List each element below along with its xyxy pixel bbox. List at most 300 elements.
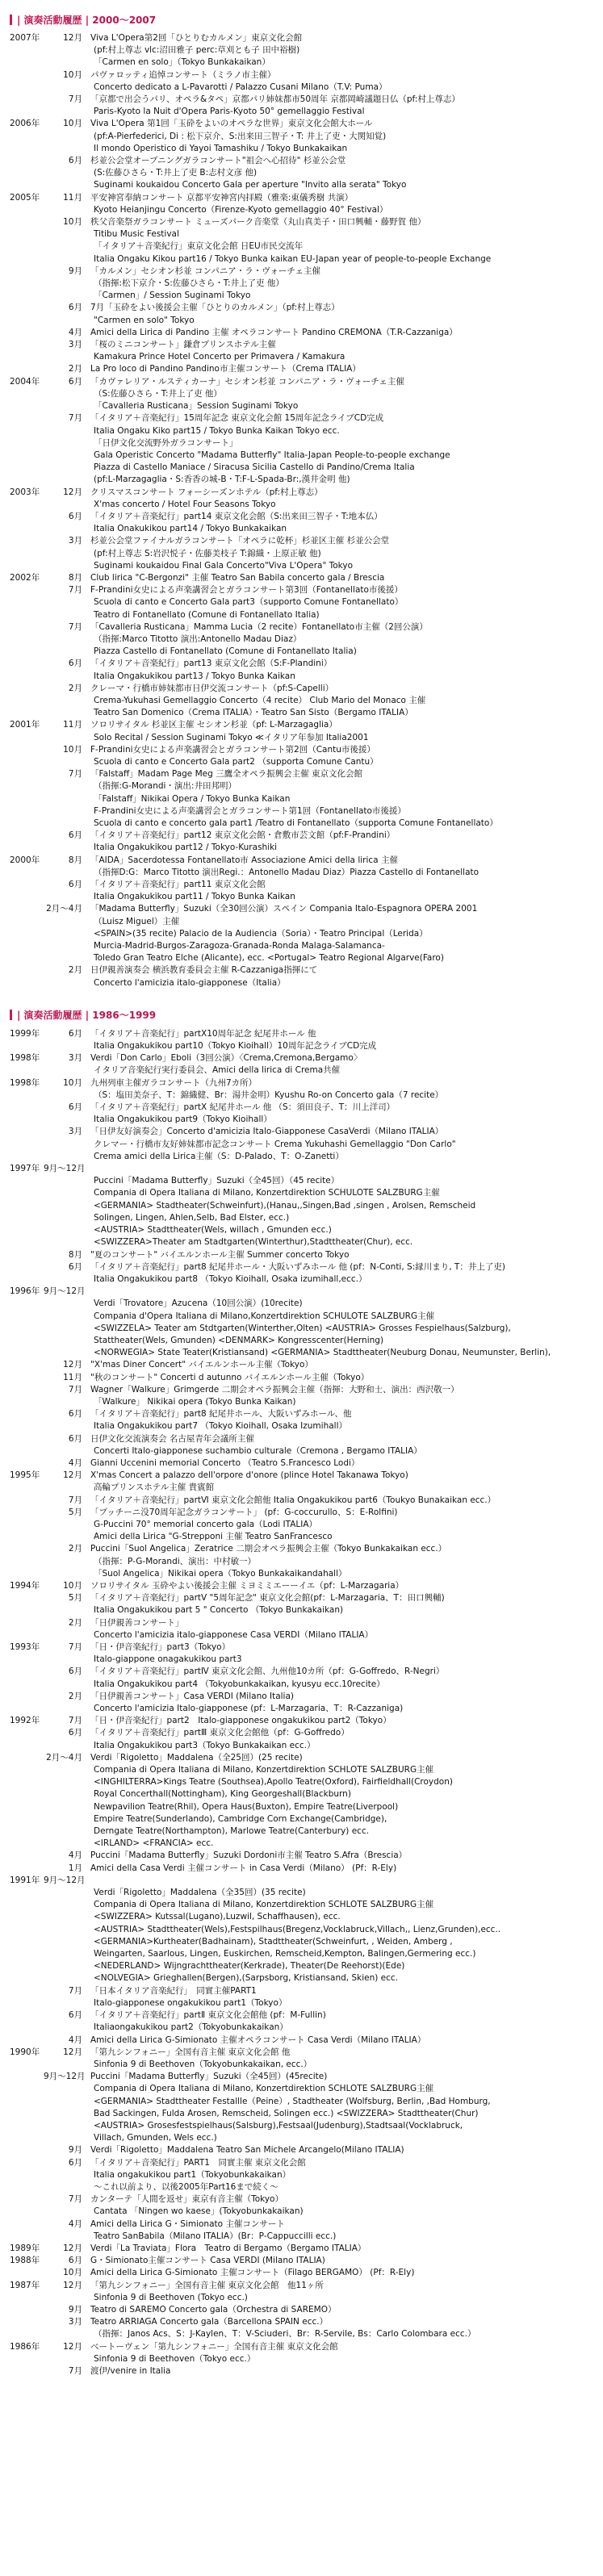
entry-text: 日伊文化交流演奏会 名古屋青年会議所主催 xyxy=(90,1433,254,1444)
entry-text: 「Walkure」 Nikikai opera (Tokyo Bunka Kaikan) xyxy=(94,1396,296,1407)
entry-year xyxy=(10,1801,44,1813)
entry-text: Concerto l'amicizia Italo-giapponese (pf：L-Marzagaria、T：R-Cazzaniga) xyxy=(94,1704,404,1714)
entry-month xyxy=(44,548,90,560)
entry-month: 10月 xyxy=(63,119,82,129)
entry-month: 2月 xyxy=(68,1544,82,1554)
entry-text: 「イタリア＋音楽紀行」part12 東京文化会館・倉敷市芸文館（pf:F-Prandini） xyxy=(90,830,396,841)
entry-month xyxy=(44,2206,90,2218)
entry-year xyxy=(10,1089,44,1102)
entry-year xyxy=(10,1273,44,1286)
entry-month xyxy=(44,523,90,535)
list-item xyxy=(10,192,595,204)
entry-year xyxy=(10,805,44,818)
entry-month: 2月 xyxy=(68,1691,82,1701)
entry-year: 2001年 xyxy=(10,720,40,730)
entry-text: Piazza di Castello Maniace / Siracusa Sicilia Castello di Pandino/Crema Italia xyxy=(94,462,415,473)
entry-text: 「イタリア＋音楽紀行」partⅥ 東京文化会館他 Italia Ongakukikou part6（Toukyo Bunakaikan ecc.） xyxy=(90,1495,496,1505)
entry-month: 6月 xyxy=(68,1261,82,1272)
list-item xyxy=(10,1617,595,1629)
entry-year: 1996年 xyxy=(10,1286,40,1297)
entry-year xyxy=(10,952,44,964)
list-item xyxy=(10,1102,595,1114)
entry-month xyxy=(44,1629,90,1641)
entry-text: Stattheater(Wels, Gmunden) <DENMARK> Kongresscenter(Herning) xyxy=(94,1335,384,1345)
entry-year xyxy=(10,1568,44,1580)
entry-year xyxy=(10,278,44,290)
entry-month xyxy=(44,928,90,940)
entry-text: Empire Teatre(Sunderlando), Cambridge Corn Exchange(Cambridge), xyxy=(94,1813,387,1824)
entry-month xyxy=(44,1801,90,1813)
entry-month: 2月 xyxy=(68,965,82,976)
entry-month xyxy=(44,1064,90,1077)
list-item xyxy=(10,2341,595,2353)
entry-year xyxy=(10,290,44,302)
entry-text: Toledo Gran Teatro Elche (Alicante), ecc. <Portugal> Teatro Regional Algarve(Faro) xyxy=(94,953,444,964)
entry-year xyxy=(10,1887,44,1899)
entry-year xyxy=(10,2206,44,2218)
entry-year xyxy=(10,339,44,351)
list-item xyxy=(10,228,595,240)
entry-year: 2004年 xyxy=(10,376,40,387)
entry-year xyxy=(10,1347,44,1359)
list-item xyxy=(10,1359,595,1371)
list-item xyxy=(10,756,595,768)
entry-year xyxy=(10,2231,44,2243)
entry-year xyxy=(10,1592,44,1604)
entry-text: Sinfonia 9 di Beethoven (Tokyo ecc.) xyxy=(94,2292,248,2302)
entry-year xyxy=(10,2059,44,2071)
entry-year xyxy=(10,1764,44,1776)
list-item xyxy=(10,1457,595,1470)
list-item xyxy=(10,596,595,608)
entry-text: F-Prandini女史による声楽講習会とガラコンサート第2回（Cantu市後援） xyxy=(90,744,375,755)
entry-text: （指揮D:G：Marco Titotto 演出Regi.：Antonello Madau Diaz）Piazza Castello di Fontanellato xyxy=(94,867,479,877)
entry-month: 7月 xyxy=(68,1985,82,1996)
entry-year xyxy=(10,1482,44,1494)
entry-text: X'mas concerto / Hotel Four Seasons Tokyo xyxy=(94,499,276,509)
list-item xyxy=(10,818,595,830)
entry-month xyxy=(44,1139,90,1151)
entry-month: 8月 xyxy=(68,572,82,583)
list-item xyxy=(10,1408,595,1420)
entry-month: 7月 xyxy=(68,94,82,105)
entry-month xyxy=(44,1740,90,1752)
entry-text: (pf:村上尊志 S:岩沢悦子・佐藤美枝子 T:錦織・上原正敏 他) xyxy=(94,548,321,558)
entry-text: 「第九シンフォニー」全国有音主催 東京文化会館 他 xyxy=(90,2047,291,2057)
list-item xyxy=(10,2108,595,2120)
entry-text: 7月「玉砕をよい後援会主催「ひとりのカルメン」（pf:村上尊志） xyxy=(90,303,340,313)
list-item xyxy=(10,2328,595,2340)
entry-year xyxy=(10,780,44,792)
entry-year xyxy=(10,327,44,339)
entry-year xyxy=(10,204,44,216)
list-item xyxy=(10,2231,595,2243)
list-item xyxy=(10,879,595,891)
entry-text: 「日伊文化交流野外ガラコンサート」 xyxy=(94,437,238,448)
entry-month xyxy=(44,1887,90,1899)
entry-month xyxy=(44,1114,90,1126)
entry-text: "X'mas Diner Concert" バイエルンホール主催（Tokyo） xyxy=(90,1360,313,1370)
entry-year: 1998年 xyxy=(10,1053,40,1064)
list-item xyxy=(10,793,595,805)
entry-year xyxy=(10,903,44,915)
entry-text: 秩父音楽祭ガラコンサート ミューズパーク音楽堂（丸山真美子・田口興輔・藤野賀 他） xyxy=(90,217,426,228)
list-item xyxy=(10,523,595,535)
list-item xyxy=(10,977,595,989)
entry-year xyxy=(10,2083,44,2095)
entry-month xyxy=(44,1568,90,1580)
entry-text: Kamakura Prince Hotel Concerto per Primavera / Kamakura xyxy=(94,352,345,362)
entry-text: 「イタリア＋音楽紀行」part13 東京文化会館（S:F-Plandini） xyxy=(90,659,333,669)
entry-text: Italia Ongakukikou part13 / Tokyo Bunka Kaikan xyxy=(94,671,295,681)
entry-month xyxy=(44,1273,90,1286)
list-item xyxy=(10,450,595,462)
list-item xyxy=(10,511,595,523)
entry-month xyxy=(44,646,90,658)
entry-year xyxy=(10,560,44,572)
entry-text: Verdi「Rigoletto」Maddalena Teatro San Michele Arcangelo(Milano ITALIA) xyxy=(90,2145,404,2156)
entry-year xyxy=(10,1936,44,1948)
list-item xyxy=(10,1126,595,1138)
entry-month xyxy=(44,499,90,511)
entry-year xyxy=(10,1335,44,1347)
entry-month: 4月 xyxy=(68,1457,82,1468)
entry-text: Italo-giapponese ongakukikou part1（Tokyo） xyxy=(94,1997,287,2008)
entry-year xyxy=(10,1359,44,1371)
entry-text: （S：塩田美奈子、T：錦織健、Br：湯井金明）Kyushu Ro-on Concerto gala（7 recite） xyxy=(94,1089,444,1100)
entry-text xyxy=(90,1875,595,1887)
list-item xyxy=(10,437,595,450)
entry-text: パヴァロッティ追悼コンサート（ミラノ市主催） xyxy=(90,69,276,80)
entry-month: 9月〜12月 xyxy=(44,2072,86,2082)
entry-text: <SWIZZERA> Kutssal(Lugano),Luzwil, Schaffhausen), ecc. xyxy=(94,1912,341,1922)
entry-month xyxy=(44,143,90,155)
entry-year xyxy=(10,44,44,56)
entry-text: 「イタリア＋音楽紀行」part8 紀尾井ホール・大阪いずみホール 他 (pf：N-Conti, S:縁川まり, T：井上了吏) xyxy=(90,1261,505,1272)
entry-month xyxy=(44,240,90,253)
entry-year xyxy=(10,1372,44,1384)
entry-text: ベートーヴェン「第九シンフォニー」全国有音主催 東京文化会館 xyxy=(90,2341,338,2352)
entry-year xyxy=(10,1040,44,1052)
entry-year xyxy=(10,2009,44,2022)
entry-text xyxy=(90,1286,595,1298)
entry-year: 2000年 xyxy=(10,855,40,865)
entry-text: Viva L'Opera第2回「ひとりむカルメン」東京文化会館 xyxy=(90,33,303,43)
entry-year xyxy=(10,658,44,670)
entry-year xyxy=(10,2022,44,2034)
entry-text: Suginami koukaidou Concerto Gala per aperture "Invito alla serata" Tokyo xyxy=(94,180,407,190)
entry-year xyxy=(10,879,44,891)
entry-month: 9月 xyxy=(68,2145,82,2156)
entry-month xyxy=(44,1420,90,1432)
entry-year xyxy=(10,830,44,842)
entry-year xyxy=(10,143,44,155)
entry-month xyxy=(44,1396,90,1408)
list-item xyxy=(10,940,595,952)
entry-month xyxy=(44,952,90,964)
entry-year xyxy=(10,1543,44,1555)
entry-year xyxy=(10,474,44,486)
list-item xyxy=(10,1200,595,1212)
list-item xyxy=(10,1592,595,1604)
entry-text: Amici della Lirica "G-Strepponi 主催 Teatro SanFrancesco xyxy=(94,1532,333,1542)
entry-year xyxy=(10,1507,44,1519)
entry-text: 「イタリア＋音楽紀行」part8 紀尾井ホール、大阪いずみホール、他 xyxy=(90,1409,352,1420)
entry-year xyxy=(10,2292,44,2304)
entry-year xyxy=(10,266,44,278)
entry-year xyxy=(10,1175,44,1187)
entry-text: Amici della Casa Verdi 主催コンサート in Casa Verdi（Milano） (Pf：R-Ely) xyxy=(90,1863,397,1873)
entry-month: 10月 xyxy=(63,69,82,80)
entry-text: 「イタリア＋音楽紀行」partⅡ 東京文化会館他 (pf：M-Fullin) xyxy=(90,2010,326,2021)
entry-month xyxy=(44,179,90,191)
list-item xyxy=(10,1040,595,1052)
entry-year xyxy=(10,928,44,940)
entry-text: <IRLAND> <FRANCIA> ecc. xyxy=(94,1838,214,1849)
list-item xyxy=(10,1347,595,1359)
entry-text: Scuola di canto e Concerto Gala part3（supporto Comune Fontanellato） xyxy=(94,597,404,608)
entry-year xyxy=(10,2096,44,2108)
entry-month: 6月 xyxy=(68,1028,82,1039)
entry-text: 「Falstaff」Madam Page Meg 三鷹全オペラ振興会主催 東京文化会館 xyxy=(90,769,362,780)
entry-text: Italia Ongakukikou part10（Tokyo Kioihall）10周年記念ライブCD完成 xyxy=(94,1041,377,1052)
entry-year xyxy=(10,1850,44,1862)
entry-year xyxy=(10,1408,44,1420)
entry-year xyxy=(10,1556,44,1568)
entry-year xyxy=(10,1249,44,1261)
entry-year xyxy=(10,1384,44,1396)
entry-text: Sinfonia 9 di Beethoven（Tokyobunkakaikan, ecc.） xyxy=(94,2059,312,2069)
entry-year: 1990年 xyxy=(10,2047,40,2057)
entry-year xyxy=(10,437,44,450)
entry-month xyxy=(44,1089,90,1102)
list-item xyxy=(10,2316,595,2328)
list-item xyxy=(10,1764,595,1776)
entry-text: Derngate Teatre(Northampton), Marlowe Teatre(Canterbury) ecc. xyxy=(94,1826,370,1837)
entry-text: Verdi「Rigoletto」Maddalena（全25回）(25 recite) xyxy=(90,1752,303,1763)
entry-month xyxy=(44,1936,90,1948)
entry-text: Amici della Lirica di Pandino 主催 オペラコンサート Pandino CREMONA（T.R-Cazzaniga） xyxy=(90,327,458,337)
entry-text: 渡伊/venire in Italia xyxy=(90,2365,171,2376)
list-item xyxy=(10,2255,595,2267)
entry-text: Paris-Kyoto la Nuit d'Opera Paris-Kyoto 50° gemellaggio Festival xyxy=(94,107,365,117)
entry-year xyxy=(10,1298,44,1310)
entry-month: 10月 xyxy=(63,1077,82,1088)
list-item xyxy=(10,1654,595,1666)
entry-month xyxy=(44,1519,90,1531)
entry-text: Il mondo Operistico di Yayoi Tamashiku / Tokyo Bunkakaikan xyxy=(94,143,348,153)
entry-month xyxy=(44,596,90,608)
entry-month: 12月 xyxy=(63,487,82,497)
entry-month xyxy=(44,2083,90,2095)
list-item xyxy=(10,1064,595,1077)
entry-year xyxy=(10,2071,44,2083)
entry-text: 平安神宮奉納コンサート 京都平安神宮内拝殿（雅楽:東儀秀樹 共演） xyxy=(90,192,354,203)
list-item xyxy=(10,2022,595,2034)
list-item xyxy=(10,1286,595,1298)
entry-year xyxy=(10,1691,44,1703)
list-item xyxy=(10,952,595,964)
entry-text: Puccini「Madama Butterfly」Suzuki（全45回）（45 recite） xyxy=(94,1176,340,1186)
list-item xyxy=(10,1470,595,1482)
entry-month: 4月 xyxy=(68,327,82,337)
list-item xyxy=(10,1384,595,1396)
entry-year xyxy=(10,425,44,437)
entry-month: 12月 xyxy=(63,33,82,43)
entry-year xyxy=(10,94,44,106)
entry-year xyxy=(10,977,44,989)
entry-year xyxy=(10,400,44,412)
entry-text: G・Simionato主催コンサート Casa VERDI (Milano ITALIA) xyxy=(90,2256,325,2266)
list-item xyxy=(10,560,595,572)
list-item xyxy=(10,118,595,130)
list-item xyxy=(10,1985,595,1997)
entry-year xyxy=(10,1924,44,1936)
entry-month: 6月 xyxy=(68,1666,82,1677)
entry-text: 「日伊友好演奏会」Concerto d'amicizia Italo-Giapponese CasaVerdi（Milano ITALIA） xyxy=(90,1127,444,1137)
entry-year xyxy=(10,56,44,69)
list-item xyxy=(10,204,595,216)
entry-year xyxy=(10,683,44,695)
entry-year xyxy=(10,1519,44,1531)
entry-text: 「イタリア＋音楽紀行」partⅣ 東京文化会館、九州他10カ所（pf：G-Goffredo、R-Negri） xyxy=(90,1666,445,1677)
entry-month: 6月 xyxy=(68,2010,82,2021)
list-item xyxy=(10,1335,595,1347)
entry-month: 6月 xyxy=(68,1728,82,1738)
entry-month xyxy=(44,2022,90,2034)
list-item xyxy=(10,412,595,424)
entry-month xyxy=(44,1187,90,1199)
list-item xyxy=(10,1813,595,1825)
entry-month xyxy=(44,278,90,290)
list-item xyxy=(10,1175,595,1187)
entry-text: Murcia-Madrid-Burgos-Zaragoza-Granada-Ronda Malaga-Salamanca- xyxy=(94,941,385,951)
entry-text: （S:佐藤ひさら・T:井上了吏 他） xyxy=(94,388,222,399)
list-item xyxy=(10,707,595,719)
entry-year: 1994年 xyxy=(10,1580,40,1591)
entry-month xyxy=(44,1298,90,1310)
entry-month: 12月 xyxy=(63,2280,82,2290)
entry-text: (pf:A-Pierfederici, Di : 松下京介、S:出来田三智子・T: 井上了吏・大関知覚) xyxy=(94,131,387,141)
entry-text: Italia Ongakukikou part11 / Tokyo Bunka Kaikan xyxy=(94,892,295,902)
entry-year xyxy=(10,1151,44,1163)
entry-month: 12月 xyxy=(63,1470,82,1481)
entry-text: 「イタリア＋音楽紀行」15周年記念 東京文化会館 15周年記念ライブCD完成 xyxy=(90,413,384,424)
entry-text: 「Carmen」/ Session Suginami Tokyo xyxy=(94,291,251,301)
entry-year xyxy=(10,2365,44,2377)
list-item xyxy=(10,339,595,351)
entry-text: Italia Ongakukikou part3（Tokyo Bunkakaikan ecc.） xyxy=(94,1740,316,1750)
entry-text: Italiaongakukikou part2（Tokyobunkakaikan） xyxy=(94,2022,288,2033)
list-item xyxy=(10,1666,595,1678)
list-item xyxy=(10,1298,595,1310)
list-item xyxy=(10,143,595,155)
entry-month: 7月 xyxy=(68,1716,82,1726)
entry-text: Verdi「La Traviata」Flora Teatro di Bergamo（Bergamo ITALIA） xyxy=(90,2243,366,2253)
entry-year xyxy=(10,179,44,191)
list-item xyxy=(10,1568,595,1580)
entry-year: 2002年 xyxy=(10,572,40,583)
entry-year: 1998年 xyxy=(10,1077,40,1088)
list-item xyxy=(10,1580,595,1592)
entry-year xyxy=(10,596,44,608)
entry-year xyxy=(10,584,44,596)
entry-text: Kyoto Heianjingu Concerto（Firenze-Kyoto gemellaggio 40° Festival） xyxy=(94,204,388,215)
entry-text: 日伊親善演奏会 横浜教育委員会主催 R-Cazzaniga指揮にて xyxy=(90,965,318,976)
entry-text: Weingarten, Saarlous, Lingen, Euskirchen, Remscheid,Kempton, Balingen,Germering ecc.) xyxy=(94,1949,476,1959)
entry-month xyxy=(44,2096,90,2108)
entry-month xyxy=(44,167,90,179)
entry-month xyxy=(44,82,90,94)
entry-month: 6月 xyxy=(68,2256,82,2266)
list-item xyxy=(10,1433,595,1445)
entry-text: 九州列車主催ガラコンサート（九州7カ所） xyxy=(90,1077,258,1088)
entry-month xyxy=(44,1997,90,2009)
entry-year xyxy=(10,1531,44,1543)
entry-month xyxy=(44,1899,90,1911)
list-item xyxy=(10,425,595,437)
list-item xyxy=(10,1629,595,1641)
entry-year xyxy=(10,2193,44,2206)
entry-text: Newpavilion Teatre(Rhil), Opera Haus(Buxton), Empire Teatre(Liverpool) xyxy=(94,1801,399,1812)
entry-month: 6月 xyxy=(68,511,82,521)
entry-text: <SPAIN>(35 recite) Palacio de la Audiencia（Soria）・Teatro Principal（Lerida） xyxy=(94,928,428,939)
entry-text: F-Prandini女史による声楽講習会とガラコンサート第1回（Fontanellato市後援） xyxy=(94,805,406,816)
entry-month: 11月 xyxy=(63,1372,82,1382)
entry-text: 「日・伊音楽紀行」part3（Tokyo） xyxy=(90,1642,231,1652)
list-item xyxy=(10,1273,595,1286)
entry-month: 3月 xyxy=(68,1053,82,1064)
list-item xyxy=(10,487,595,499)
section-heading xyxy=(10,1007,595,1023)
entry-year xyxy=(10,1139,44,1151)
entry-year: 1993年 xyxy=(10,1642,40,1652)
entry-year xyxy=(10,2132,44,2144)
entry-year xyxy=(10,1654,44,1666)
entry-year xyxy=(10,302,44,314)
entry-year xyxy=(10,1236,44,1248)
list-item xyxy=(10,535,595,547)
list-item xyxy=(10,1948,595,1960)
entry-text: カンターテ「人間を返せ」東京有音主催（Tokyo） xyxy=(90,2194,283,2205)
entry-month: 7月 xyxy=(68,621,82,632)
entry-year xyxy=(10,240,44,253)
entry-year: 2003年 xyxy=(10,487,40,497)
list-item xyxy=(10,1936,595,1948)
list-item xyxy=(10,1445,595,1457)
list-item xyxy=(10,1875,595,1887)
list-item xyxy=(10,928,595,940)
entry-month xyxy=(44,450,90,462)
list-item xyxy=(10,1507,595,1519)
entry-month: 6月 xyxy=(68,2157,82,2168)
entry-month xyxy=(44,2059,90,2071)
list-item xyxy=(10,780,595,792)
entry-text: 「イタリア＋音楽紀行」part14 東京文化会館（S:出来田三智子・T:地本仏） xyxy=(90,511,383,521)
entry-text: Concerto l'amicizia italo-giapponese Casa VERDI（Milano ITALIA） xyxy=(94,1629,374,1640)
entry-month: 6月 xyxy=(68,156,82,166)
entry-text: Concerto dedicato a L-Pavarotti / Palazzo Cusani Milano（T.V: Puma） xyxy=(94,82,387,92)
list-item xyxy=(10,2353,595,2365)
list-item xyxy=(10,155,595,167)
entry-month: 3月 xyxy=(68,2317,82,2327)
entry-year xyxy=(10,1997,44,2009)
entry-text: Royal Concerthall(Nottingham), King Georgeshall(Blackburn) xyxy=(94,1789,351,1800)
entry-text: 「カヴァレリア・ルスティカーナ」セシオン杉並 コンパニア・ラ・ヴォーチェ主催 xyxy=(90,376,404,387)
entry-text: Italia Onakukikou part14 / Tokyo Bunkakaikan xyxy=(94,524,287,534)
spacer xyxy=(0,989,603,996)
entry-text: 杉並公会堂ファイナルガラコンサート「オペラに乾杯」杉並区主催 杉並公会堂 xyxy=(90,536,390,546)
